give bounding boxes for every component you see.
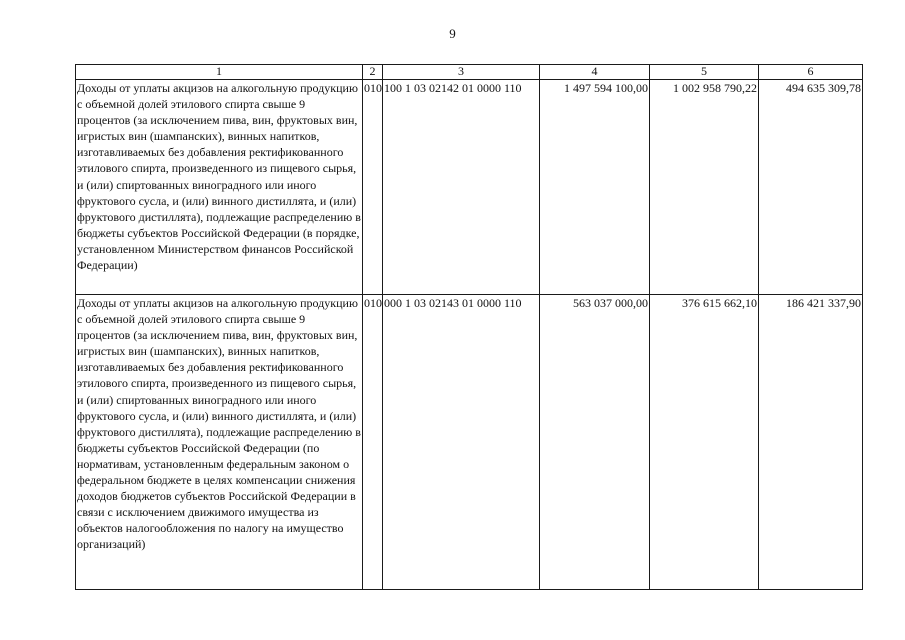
table-row: [76, 295, 863, 590]
amount-col6-cell: 494 635 309,78: [759, 80, 863, 295]
table-header-row: [76, 65, 863, 80]
amount-col6-cell: 186 421 337,90: [759, 295, 863, 590]
amount-col4-cell: 1 497 594 100,00: [540, 80, 650, 295]
budget-classification-code-cell: 000 1 03 02143 01 0000 110: [383, 295, 540, 590]
amount-col5-cell: 376 615 662,10: [650, 295, 759, 590]
budget-classification-code-cell: 100 1 03 02142 01 0000 110: [383, 80, 540, 295]
revenue-table: [75, 64, 863, 590]
column-header-2: 2: [363, 65, 383, 80]
admin-code-cell: 010: [363, 80, 383, 295]
revenue-name-cell: Доходы от уплаты акцизов на алкогольную продукцию с объемной долей этилового спирта свыше 9 процентов (за исключением пива, вин, фруктовых вин, игристых вин (шампанских), винных напитков, изготавливаемых без добавления ректификованного этилового спирта, произведенного из пищевого сырья, и (или) спиртованных виноградного или иного фруктового сусла, и (или) винного дистиллята, и (или) фруктового дистиллята), подлежащие распределению в бюджеты субъектов Российской Федерации (в порядке, установленном Министерством финансов Российской Федерации): [76, 80, 363, 295]
column-header-3: 3: [383, 65, 540, 80]
column-header-1: 1: [76, 65, 363, 80]
table-row: [76, 80, 863, 295]
page-number: 9: [449, 26, 456, 41]
amount-col4-cell: 563 037 000,00: [540, 295, 650, 590]
column-header-5: 5: [650, 65, 759, 80]
column-header-6: 6: [759, 65, 863, 80]
revenue-name-cell: Доходы от уплаты акцизов на алкогольную продукцию с объемной долей этилового спирта свыше 9 процентов (за исключением пива, вин, фруктовых вин, игристых вин (шампанских), винных напитков, изготавливаемых без добавления ректификованного этилового спирта, произведенного из пищевого сырья, и (или) спиртованных виноградного или иного фруктового сусла, и (или) винного дистиллята, и (или) фруктового дистиллята), подлежащие распределению в бюджеты субъектов Российской Федерации (по нормативам, установленным федеральным законом о федеральном бюджете в целях компенсации снижения доходов бюджетов субъектов Российской Федерации в связи с исключением движимого имущества из объектов налогообложения по налогу на имущество организаций): [76, 295, 363, 590]
admin-code-cell: 010: [363, 295, 383, 590]
amount-col5-cell: 1 002 958 790,22: [650, 80, 759, 295]
column-header-4: 4: [540, 65, 650, 80]
